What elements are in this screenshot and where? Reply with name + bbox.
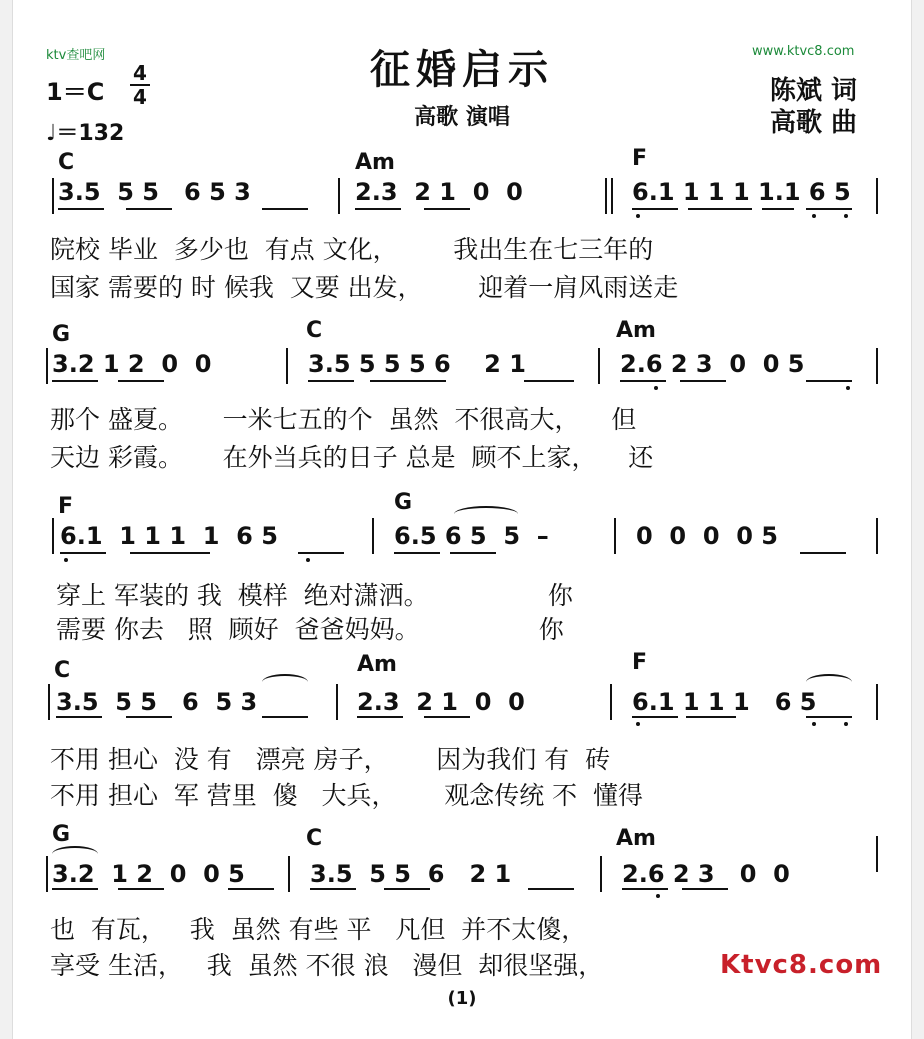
- barline: [600, 856, 602, 892]
- underline: [118, 888, 164, 890]
- lyrics-verse-1: 穿上 军装的 我 模样 绝对潇洒。 你: [56, 581, 573, 610]
- barline: [598, 348, 600, 384]
- octave-dot: [636, 722, 640, 726]
- barline: [336, 684, 338, 720]
- octave-dot: [306, 558, 310, 562]
- underline: [424, 208, 470, 210]
- underline: [620, 380, 666, 382]
- chord: Am: [616, 318, 656, 343]
- barline: [338, 178, 340, 214]
- underline: [680, 380, 726, 382]
- underline: [228, 888, 274, 890]
- underline: [56, 716, 102, 718]
- underline: [262, 716, 308, 718]
- underline: [622, 888, 668, 890]
- underline: [52, 380, 98, 382]
- underline: [126, 208, 172, 210]
- underline: [632, 716, 678, 718]
- chord: Am: [616, 826, 656, 851]
- left-margin-strip: [0, 0, 13, 1039]
- underline: [686, 716, 736, 718]
- lyrics-verse-1: 也 有瓦， 我 虽然 有些 平 凡但 并不太傻，: [50, 915, 587, 944]
- underline: [688, 208, 752, 210]
- lyrics-verse-1: 那个 盛夏。 一米七五的个 虽然 不很高大， 但: [50, 405, 637, 434]
- underline: [60, 552, 106, 554]
- chord: Am: [355, 150, 395, 175]
- barline: [372, 518, 374, 554]
- lyrics-verse-1: 不用 担心 没 有 漂亮 房子， 因为我们 有 砖: [50, 745, 611, 774]
- barline: [286, 348, 288, 384]
- chord: F: [632, 146, 648, 171]
- time-sig-bottom: 4: [133, 85, 147, 109]
- chord: G: [52, 822, 71, 847]
- underline: [126, 716, 172, 718]
- singer-credit: 高歌 演唱: [414, 105, 510, 130]
- song-title: 征婚启示: [370, 47, 554, 93]
- underline: [528, 888, 574, 890]
- underline: [384, 888, 430, 890]
- barline: [52, 178, 54, 214]
- barline: [876, 684, 878, 720]
- notes-measure: 3.5 5 5 6 2 1: [310, 860, 512, 888]
- barline: [876, 836, 878, 872]
- chord: C: [58, 150, 75, 175]
- lyrics-verse-1: 院校 毕业 多少也 有点 文化， 我出生在七三年的: [50, 235, 654, 264]
- tie-arc: [52, 846, 98, 862]
- underline: [308, 380, 354, 382]
- octave-dot: [636, 214, 640, 218]
- time-sig-top: 4: [133, 61, 147, 85]
- underline: [806, 208, 852, 210]
- underline: [118, 380, 164, 382]
- barline: [46, 348, 48, 384]
- underline: [58, 208, 104, 210]
- octave-dot: [812, 214, 816, 218]
- lyrics-verse-2: 需要 你去 照 顾好 爸爸妈妈。 你: [56, 615, 564, 644]
- page-number: (1): [447, 988, 477, 1009]
- notes-measure: 2.6 2 3 0 0: [622, 860, 790, 888]
- lyrics-verse-2: 享受 生活， 我 虽然 不很 浪 漫但 却很坚强，: [50, 951, 604, 980]
- chord: G: [394, 490, 413, 515]
- underline: [370, 380, 446, 382]
- chord: C: [306, 318, 323, 343]
- tie-arc: [262, 674, 308, 690]
- barline: [876, 348, 878, 384]
- notes-measure: 0 0 0 0 5: [636, 522, 778, 550]
- barline: [48, 684, 50, 720]
- barline: [605, 178, 607, 214]
- barline: [876, 178, 878, 214]
- octave-dot: [654, 386, 658, 390]
- octave-dot: [844, 214, 848, 218]
- octave-dot: [844, 722, 848, 726]
- barline: [614, 518, 616, 554]
- barline: [52, 518, 54, 554]
- notes-measure: 3.2 1 2 0 0: [52, 350, 212, 378]
- underline: [298, 552, 344, 554]
- underline: [355, 208, 401, 210]
- chord: Am: [357, 652, 397, 677]
- octave-dot: [64, 558, 68, 562]
- underline: [310, 888, 356, 890]
- barline: [288, 856, 290, 892]
- underline: [806, 716, 852, 718]
- chord: F: [58, 494, 74, 519]
- underline: [424, 716, 470, 718]
- octave-dot: [846, 386, 850, 390]
- notes-measure: 3.2 1 2 0 0 5: [52, 860, 245, 888]
- notes-measure: 3.5 5 5 6 5 3: [58, 178, 251, 206]
- underline: [52, 888, 98, 890]
- lyrics-verse-2: 天边 彩霞。 在外当兵的日子 总是 顾不上家， 还: [50, 443, 654, 472]
- site-label-left: ktv查吧网: [46, 48, 106, 63]
- underline: [394, 552, 440, 554]
- underline: [632, 208, 678, 210]
- watermark-logo: Ktvc8.com: [720, 950, 883, 980]
- time-signature: [130, 62, 150, 108]
- lyricist-credit: 陈斌 词: [770, 76, 858, 106]
- underline: [450, 552, 496, 554]
- notes-measure: 3.5 5 5 5 6 2 1: [308, 350, 526, 378]
- underline: [682, 888, 728, 890]
- octave-dot: [812, 722, 816, 726]
- underline: [800, 552, 846, 554]
- octave-dot: [656, 894, 660, 898]
- underline: [762, 208, 794, 210]
- composer-credit: 高歌 曲: [770, 108, 858, 138]
- site-label-right: www.ktvc8.com: [752, 44, 855, 59]
- key-signature: 1＝C: [46, 78, 105, 106]
- notes-measure: 2.3 2 1 0 0: [355, 178, 523, 206]
- chord: C: [54, 658, 71, 683]
- notes-measure: 6.5 6 5 5 –: [394, 522, 549, 550]
- lyrics-verse-2: 国家 需要的 时 候我 又要 出发， 迎着一肩风雨送走: [50, 273, 679, 302]
- barline: [610, 684, 612, 720]
- notes-measure: 6.1 1 1 1 1 6 5: [60, 522, 278, 550]
- notes-measure: 6.1 1 1 1 6 5: [632, 688, 817, 716]
- notes-measure: 6.1 1 1 1 1.1 6 5: [632, 178, 851, 206]
- lyrics-verse-2: 不用 担心 军 营里 傻 大兵， 观念传统 不 懂得: [50, 781, 644, 810]
- chord: F: [632, 650, 648, 675]
- underline: [806, 380, 852, 382]
- chord: C: [306, 826, 323, 851]
- underline: [357, 716, 403, 718]
- underline: [262, 208, 308, 210]
- notes-measure: 2.3 2 1 0 0: [357, 688, 525, 716]
- tempo-marking: ♩＝132: [46, 121, 125, 146]
- underline: [524, 380, 574, 382]
- underline: [130, 552, 210, 554]
- right-margin-strip: [911, 0, 924, 1039]
- barline: [611, 178, 613, 214]
- notes-measure: 2.6 2 3 0 0 5: [620, 350, 805, 378]
- notes-measure: 3.5 5 5 6 5 3: [56, 688, 258, 716]
- tie-arc: [454, 506, 518, 522]
- barline: [46, 856, 48, 892]
- chord: G: [52, 322, 71, 347]
- tie-arc: [806, 674, 852, 690]
- barline: [876, 518, 878, 554]
